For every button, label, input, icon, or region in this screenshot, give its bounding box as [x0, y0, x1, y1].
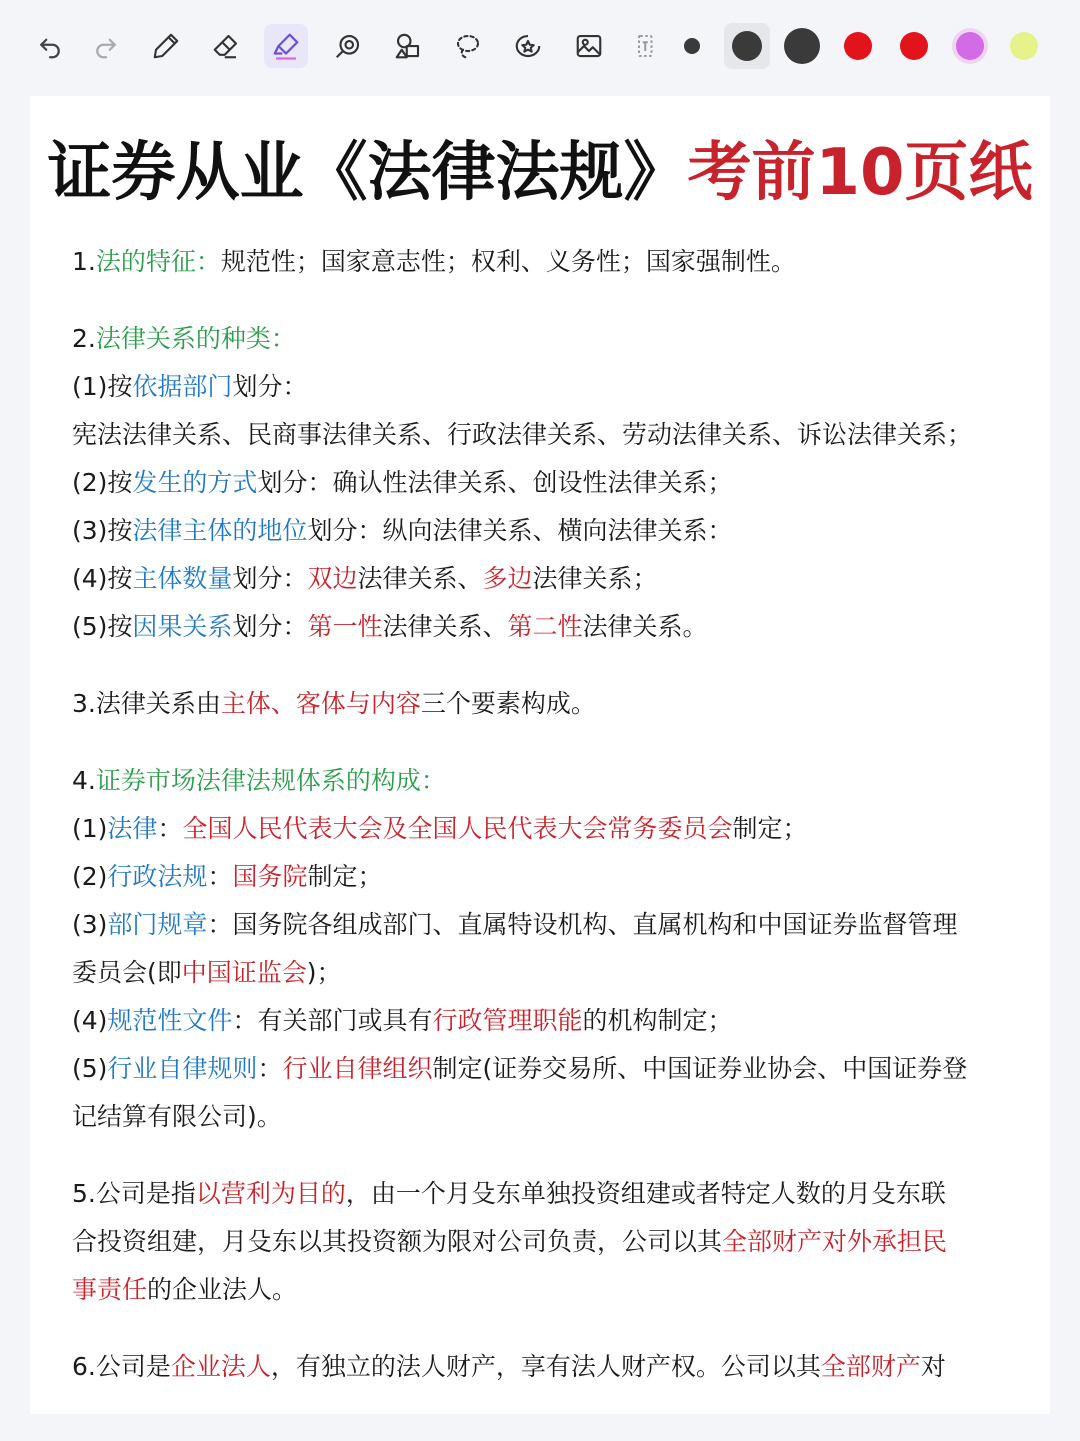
section-heading: 法的特征：: [95, 247, 221, 276]
redo-icon[interactable]: [84, 24, 128, 68]
section-5-line: 事责任的企业法人。: [72, 1275, 298, 1304]
color-swatch: [900, 32, 928, 60]
list-item: (4)规范性文件：有关部门或具有行政管理职能的机构制定；: [72, 1006, 733, 1035]
title-highlight: 考前10页纸: [687, 136, 1033, 210]
page-title: [0, 133, 1080, 213]
color-red-1[interactable]: [836, 24, 880, 68]
text-box-icon[interactable]: [622, 24, 666, 68]
list-item: (4)按主体数量划分：双边法律关系、多边法律关系；: [72, 564, 658, 593]
color-yellow-green[interactable]: [1002, 24, 1046, 68]
eraser-icon[interactable]: [204, 24, 248, 68]
color-swatch: [1010, 32, 1038, 60]
size-dot-large[interactable]: [780, 24, 824, 68]
list-item-continuation: 宪法法律关系、民商事法律关系、行政法律关系、劳动法律关系、诉讼法律关系；: [72, 420, 973, 449]
section-heading: 法律关系的种类：: [95, 324, 296, 353]
section-5-line: 5.公司是指以营利为目的，由一个月殳东单独投资组建或者特定人数的月殳东联: [72, 1179, 946, 1208]
list-item-continuation: 记结算有限公司)。: [72, 1102, 282, 1131]
section-5-line: 合投资组建，月殳东以其投资额为限对公司负责，公司以其全部财产对外承担民: [72, 1227, 948, 1256]
title-main: 证券从业《法律法规》: [47, 136, 688, 210]
section-4-heading: 4.证券市场法律法规体系的构成：: [72, 766, 446, 795]
list-item: (2)按发生的方式划分：确认性法律关系、创设性法律关系；: [72, 468, 733, 497]
list-item-continuation: 委员会(即中国证监会)；: [72, 958, 342, 987]
section-3: 3.法律关系由主体、客体与内容三个要素构成。: [72, 689, 596, 718]
list-item: (5)按因果关系划分：第一性法律关系、第二性法律关系。: [72, 612, 708, 641]
section-6-line: 6.公司是企业法人，有独立的法人财产，享有法人财产权。公司以其全部财产对: [72, 1352, 946, 1381]
image-icon[interactable]: [567, 24, 611, 68]
highlighter-icon[interactable]: [264, 24, 308, 68]
color-swatch: [732, 31, 762, 61]
list-item: (3)部门规章：国务院各组成部门、直属特设机构、直属机构和中国证券监督管理: [72, 910, 958, 939]
shapes-icon[interactable]: [386, 24, 430, 68]
list-item: (5)行业自律规则：行业自律组织制定(证券交易所、中国证券业协会、中国证券登: [72, 1054, 968, 1083]
color-pink[interactable]: [948, 24, 992, 68]
size-dot-medium[interactable]: [724, 23, 770, 69]
notes-content: [72, 238, 1032, 1391]
undo-icon[interactable]: [28, 24, 72, 68]
section-2-heading: 2.法律关系的种类：: [72, 324, 296, 353]
section-1: 1.法的特征：规范性；国家意志性；权利、义务性；国家强制性。: [72, 247, 796, 276]
size-dot-small[interactable]: [670, 24, 714, 68]
list-item: (1)按依据部门划分：: [72, 372, 308, 401]
drawing-toolbar: [0, 0, 1080, 94]
list-item: (3)按法律主体的地位划分：纵向法律关系、横向法律关系：: [72, 516, 733, 545]
color-swatch: [784, 28, 820, 64]
color-swatch: [956, 32, 984, 60]
color-red-2[interactable]: [892, 24, 936, 68]
list-item: (1)法律：全国人民代表大会及全国人民代表大会常务委员会制定；: [72, 814, 808, 843]
color-swatch: [844, 32, 872, 60]
color-swatch: [684, 38, 700, 54]
list-item: (2)行政法规：国务院制定；: [72, 862, 383, 891]
pen-icon[interactable]: [144, 24, 188, 68]
shape-icon[interactable]: [326, 24, 370, 68]
lasso-icon[interactable]: [446, 24, 490, 68]
sticker-icon[interactable]: [506, 24, 550, 68]
section-heading: 证券市场法律法规体系的构成：: [95, 766, 446, 795]
